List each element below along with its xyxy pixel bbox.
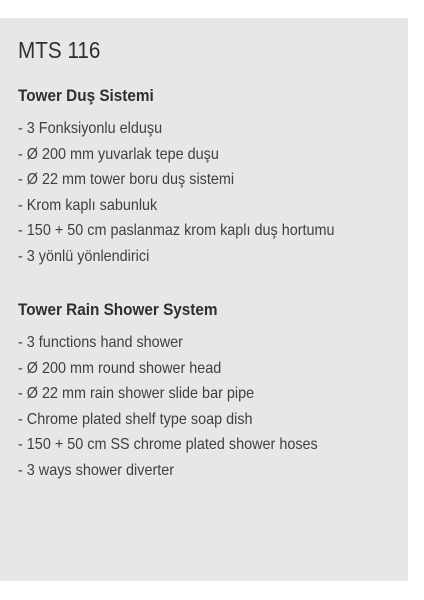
section-title-turkish: Tower Duş Sistemi	[18, 86, 154, 105]
list-item: - 3 Fonksiyonlu elduşu	[18, 120, 163, 137]
list-item: - Ø 200 mm round shower head	[18, 359, 222, 377]
list-item: - 3 ways shower diverter	[18, 461, 175, 479]
list-item: - Ø 200 mm yuvarlak tepe duşu	[18, 145, 219, 163]
list-item: - 3 yönlü yönlendirici	[18, 247, 150, 265]
list-item: - 150 + 50 cm SS chrome plated shower hoses	[18, 436, 318, 453]
section-english	[18, 300, 408, 483]
list-item: - 150 + 50 cm paslanmaz krom kaplı duş hortumu	[18, 222, 335, 239]
list-item: - Ø 22 mm rain shower slide bar pipe	[18, 385, 255, 402]
feature-list-turkish	[18, 116, 408, 269]
list-item: - 3 functions hand shower	[18, 334, 183, 351]
list-item: - Ø 22 mm tower boru duş sistemi	[18, 171, 235, 188]
list-item: - Chrome plated shelf type soap dish	[18, 410, 253, 428]
section-title-english: Tower Rain Shower System	[18, 300, 218, 319]
model-title: MTS 116	[18, 37, 101, 63]
section-turkish	[18, 86, 408, 269]
feature-list-english	[18, 330, 408, 483]
list-item: - Krom kaplı sabunluk	[18, 196, 158, 214]
spec-panel	[0, 18, 408, 581]
